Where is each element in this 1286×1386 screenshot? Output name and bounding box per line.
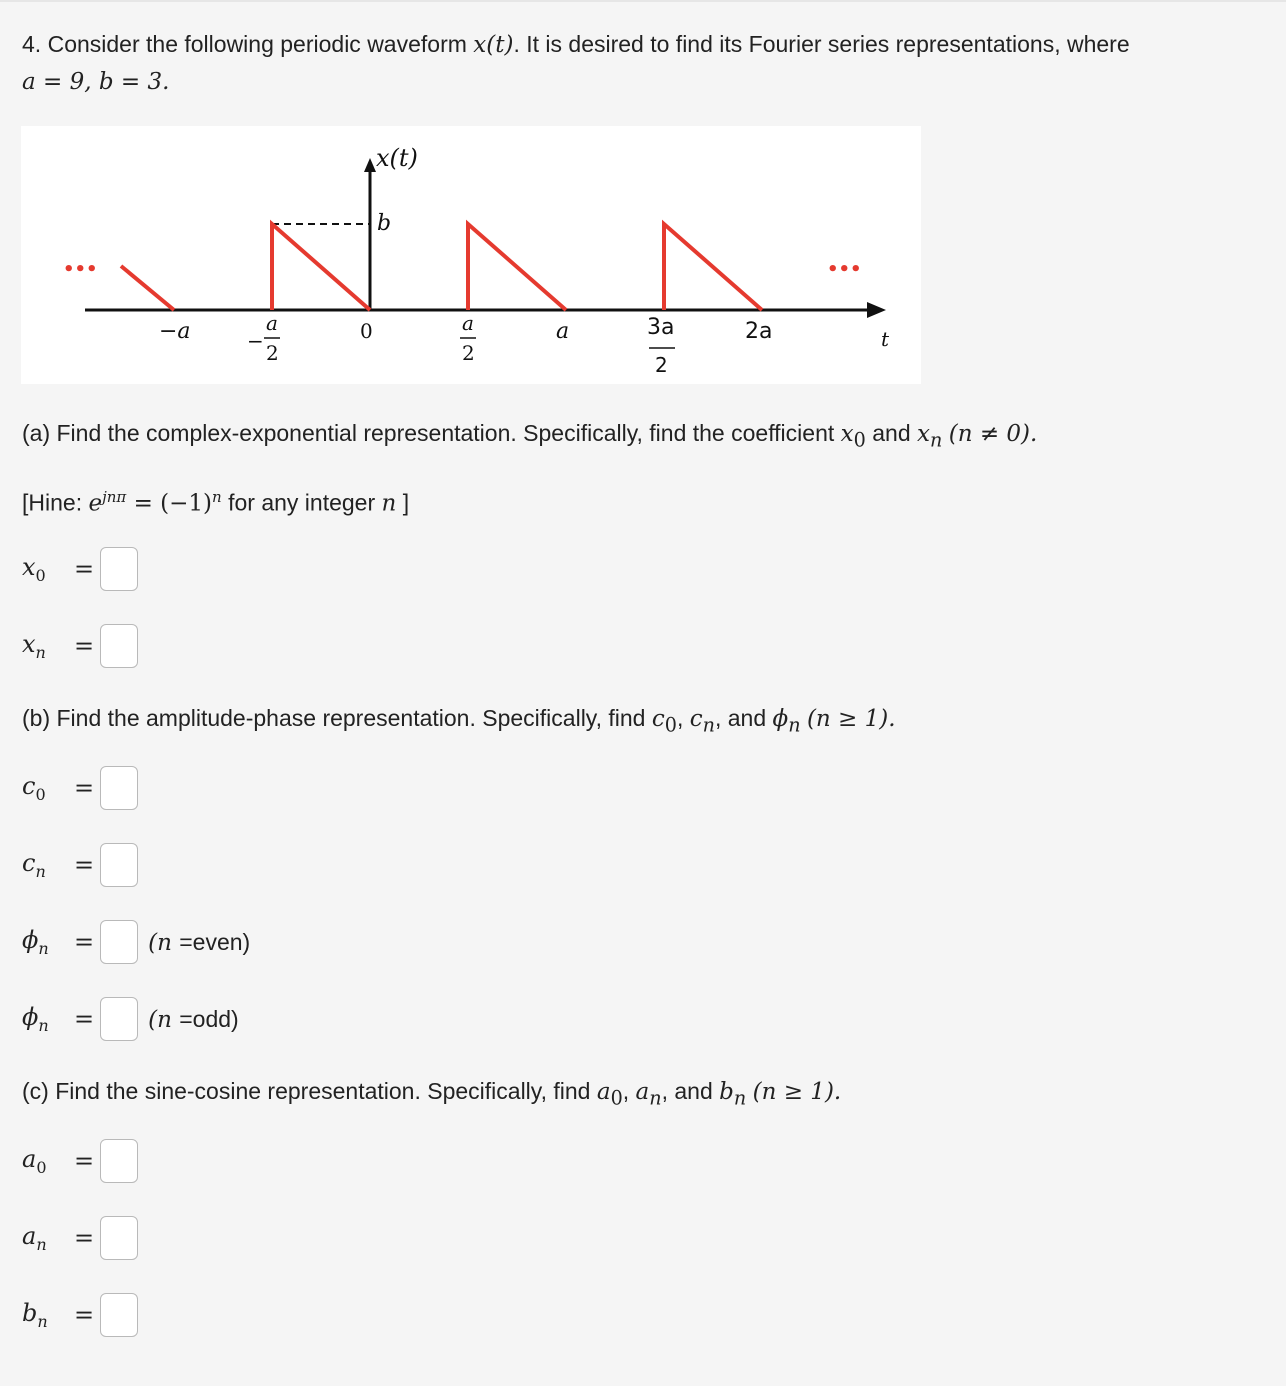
tick-zero: 0 [360, 319, 373, 343]
hint-e: e [88, 490, 103, 517]
tick-neg-half-a-num: a [266, 311, 278, 335]
phin-odd-sub: n [38, 1015, 49, 1035]
answer-row-xn [22, 622, 138, 670]
x0-label [22, 553, 66, 585]
cn-input[interactable] [100, 843, 138, 887]
part-b-prompt: (b) Find the amplitude-phase representation. Specifically, find $c_0$, $c_n$, and $\phi_n$ (n ≥ 1). [22, 705, 896, 737]
a0-sub: 0 [36, 1157, 47, 1177]
answer-row-c0 [22, 764, 138, 812]
cn-sym: c [22, 849, 36, 878]
cn-sub: n [35, 861, 46, 881]
answer-row-bn [22, 1291, 138, 1339]
phin-odd-cond-n: (n [148, 1006, 180, 1033]
an-equals: = [74, 1224, 95, 1252]
bn-equals: = [74, 1301, 95, 1329]
waveform-svg [21, 126, 921, 384]
question-text-2: . It is desired to find its Fourier series representations, where [513, 31, 1130, 57]
answer-row-phin-even [22, 918, 250, 966]
waveform-figure [21, 126, 921, 384]
t-axis-arrow [867, 302, 886, 318]
c0-input[interactable] [100, 766, 138, 810]
question-params: a = 9, b = 3. [22, 69, 170, 95]
part-b-cond: (n ≥ 1). [806, 706, 896, 732]
a0-equals: = [74, 1147, 95, 1175]
tick-neg-a: −a [159, 319, 191, 344]
phin-even-cond-label: =even) [179, 928, 251, 955]
xn-sub: n [35, 642, 46, 662]
question-func: x(t) [473, 32, 514, 58]
xn-sym: x [22, 630, 36, 659]
hint-end: ] [396, 489, 410, 516]
peak-label: b [377, 211, 392, 236]
c0-equals: = [74, 774, 95, 802]
part-b-and: and [727, 705, 767, 731]
hint-n: n [212, 488, 222, 506]
x0-input[interactable] [100, 547, 138, 591]
signal-tooth-2 [468, 224, 566, 310]
part-a-cond: (n ≠ 0). [948, 421, 1038, 447]
an-label [22, 1222, 66, 1254]
tick-a: a [556, 319, 570, 344]
x0-sub: 0 [35, 565, 46, 585]
signal-tooth-1 [272, 224, 370, 310]
part-a-prompt [22, 418, 1037, 456]
c0-sym: c [22, 772, 36, 801]
hint-rest: = (−1) [126, 490, 213, 517]
phin-even-sub: n [38, 938, 49, 958]
x0-sym: x [22, 553, 36, 582]
a0-input[interactable] [100, 1139, 138, 1183]
signal-segment-left [121, 266, 174, 310]
answer-row-cn [22, 841, 138, 889]
part-c-an-sub: n [649, 1086, 662, 1110]
phin-even-input[interactable] [100, 920, 138, 964]
signal-tooth-3 [664, 224, 762, 310]
tick-three-half-a-den: 2 [655, 353, 668, 377]
bn-label [22, 1299, 66, 1331]
bn-sub: n [37, 1311, 48, 1331]
part-b-c0-sub: 0 [664, 713, 677, 737]
part-c-prompt: (c) Find the sine-cosine representation. Specifically, find $a_0$, $a_n$, and $b_n$ (n ≥ 1). [22, 1078, 842, 1110]
answer-row-a0 [22, 1137, 138, 1185]
x-axis-arrow [364, 158, 376, 172]
part-c-cond: (n ≥ 1). [752, 1079, 842, 1105]
part-c-bn-sym: b [719, 1079, 734, 1105]
xn-input[interactable] [100, 624, 138, 668]
tick-neg-half-a-sign: − [247, 329, 264, 353]
part-a-x0-sym: x [840, 421, 854, 447]
hint-exp: jnπ [102, 488, 127, 506]
x0-equals: = [74, 555, 95, 583]
phin-odd-cond-label: =odd) [179, 1005, 239, 1032]
phin-even-equals: = [74, 928, 95, 956]
part-c-text: (c) Find the sine-cosine representation. Specifically, find [22, 1078, 591, 1104]
part-a-xn-sym: x [917, 421, 930, 447]
phin-odd-condition [148, 1006, 239, 1033]
hint-suffix: for any integer [221, 489, 382, 516]
phin-odd-label [22, 1003, 66, 1035]
top-divider [0, 0, 1286, 2]
an-input[interactable] [100, 1216, 138, 1260]
part-a-text: (a) Find the complex-exponential representation. Specifically, find the coefficient [22, 420, 835, 446]
part-a-x0-sub: 0 [853, 428, 866, 452]
an-sym: a [22, 1222, 37, 1251]
signal [121, 224, 762, 310]
part-b-text: (b) Find the amplitude-phase representation. Specifically, find [22, 705, 646, 731]
answer-row-x0 [22, 545, 138, 593]
part-c-an-sym: a [635, 1079, 650, 1105]
question-title [22, 26, 1272, 100]
phin-odd-input[interactable] [100, 997, 138, 1041]
c0-label [22, 772, 66, 804]
part-c-a0-sub: 0 [610, 1086, 623, 1110]
bn-sym: b [22, 1299, 38, 1328]
question-number: 4. [22, 31, 42, 57]
xn-equals: = [74, 632, 95, 660]
c0-sub: 0 [35, 784, 46, 804]
tick-three-half-a-num: 3a [647, 315, 675, 340]
tick-half-a-num: a [462, 311, 474, 335]
part-b-cn-sym: c [689, 706, 703, 732]
part-a-and: and [872, 420, 911, 446]
tick-neg-half-a-den: 2 [266, 341, 279, 365]
tick-half-a-den: 2 [462, 341, 475, 365]
part-b-phin-sub: n [788, 713, 801, 737]
phin-even-condition [148, 929, 250, 956]
part-c-and: and [674, 1078, 713, 1104]
part-b-c0-sym: c [651, 706, 665, 732]
bn-input[interactable] [100, 1293, 138, 1337]
phin-even-cond-n: (n [148, 929, 180, 956]
part-b-phin-sym: ϕ [772, 706, 789, 732]
ellipsis-left: ••• [63, 259, 98, 280]
part-b-cn-sub: n [702, 713, 715, 737]
phin-odd-equals: = [74, 1005, 95, 1033]
hint-prefix: [Hine: [22, 489, 83, 516]
cn-label [22, 849, 66, 881]
phin-even-sym: ϕ [22, 926, 39, 955]
t-label: t [881, 327, 890, 351]
an-sub: n [36, 1234, 47, 1254]
answer-row-phin-odd [22, 995, 239, 1043]
ellipsis-right: ••• [827, 259, 862, 280]
xn-label [22, 630, 66, 662]
hint-var: n [381, 490, 397, 517]
answer-row-an [22, 1214, 138, 1262]
a0-label [22, 1145, 66, 1177]
cn-equals: = [74, 851, 95, 879]
phin-even-label [22, 926, 66, 958]
part-a-xn-sub: n [929, 428, 943, 452]
question-text: Consider the following periodic waveform [47, 31, 467, 57]
part-c-bn-sub: n [733, 1086, 747, 1110]
tick-two-a: 2a [745, 319, 773, 344]
y-axis-label: x(t) [376, 144, 418, 172]
part-a-hint [22, 482, 409, 519]
phin-odd-sym: ϕ [22, 1003, 39, 1032]
part-c-a0-sym: a [596, 1079, 611, 1105]
a0-sym: a [22, 1145, 37, 1174]
